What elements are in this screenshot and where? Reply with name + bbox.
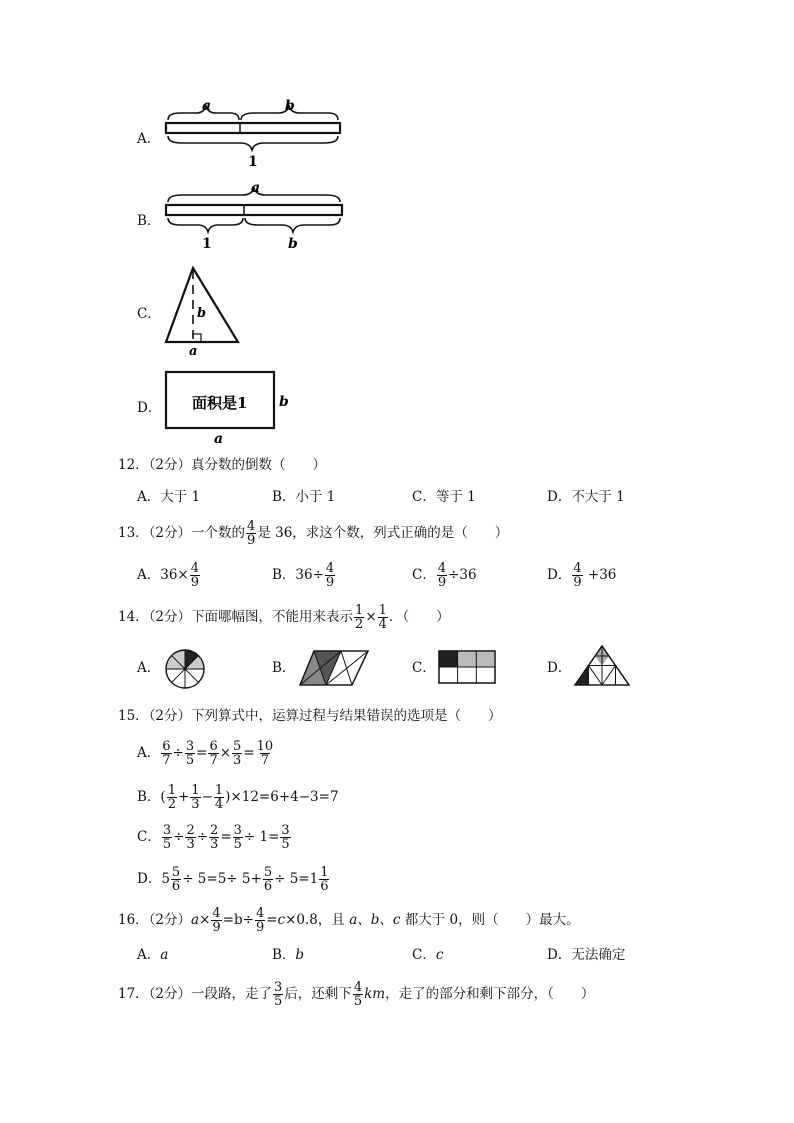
- q12-option-d[interactable]: [547, 487, 625, 507]
- option-label: A．: [137, 660, 161, 676]
- question-15: [118, 706, 502, 726]
- q13-option-c[interactable]: C． $\frac{4}{9}$ ÷36: [412, 561, 477, 590]
- question-number: 14．: [118, 609, 149, 625]
- question-14: 14．（2分）下面哪幅图，不能用来表示 $\frac{1}{2}$ × $\frac{1}{4}$ ．（ ）: [118, 603, 450, 632]
- option-label: C．: [137, 306, 161, 322]
- height-label: b: [197, 306, 207, 321]
- question-text: 下列算式中，运算过程与结果错误的选项是（ ）: [191, 708, 502, 724]
- total-label: 1: [248, 154, 258, 170]
- question-17: 17．（2分）一段路，走了 $\frac{3}{5}$ 后，还剩下 $\frac{4}{5}$ km，走了的部分和剩下部分，（ ）: [118, 980, 595, 1009]
- option-label: C．: [412, 660, 436, 676]
- q13-option-d[interactable]: D． $\frac{4}{9}$ +36: [547, 561, 617, 590]
- option-label: D．: [547, 660, 572, 676]
- q13-option-b[interactable]: B．36÷ $\frac{4}{9}$: [272, 561, 335, 590]
- q16-option-a[interactable]: A．a: [137, 947, 169, 963]
- fraction: $\frac{4}{9}$: [247, 519, 256, 548]
- base-label: a: [189, 344, 198, 358]
- q15-option-b[interactable]: B．( $\frac{1}{2}$ + $\frac{1}{3}$ − $\frac{1}{4}$ )×12=6+4−3=7: [137, 783, 339, 812]
- segment-label-b: b: [285, 98, 295, 114]
- question-score: （2分）: [148, 912, 192, 928]
- q15-option-a[interactable]: A． $\frac{6}{7}$ ÷ $\frac{3}{5}$ = $\frac{6}{7}$ × $\frac{5}{3}$ = $\frac{10}{7}$: [137, 739, 274, 768]
- option-label: A．: [137, 131, 161, 147]
- question-score: （2分）: [148, 457, 192, 473]
- question-12: [118, 455, 326, 475]
- question-score: （2分）: [148, 609, 192, 625]
- question-text: 是 36，求这个数，列式正确的是（ ）: [257, 525, 509, 541]
- question-score: （2分）: [148, 708, 192, 724]
- segment-label-1: 1: [202, 236, 212, 252]
- q16-option-c[interactable]: C．c: [412, 947, 444, 963]
- segment-diagram-b: [160, 180, 350, 256]
- q12-option-b[interactable]: [272, 487, 335, 507]
- question-number: 15．: [118, 708, 149, 724]
- q12-option-a[interactable]: [137, 487, 200, 507]
- q12-option-c[interactable]: [412, 487, 476, 507]
- question-number: 12．: [118, 457, 149, 473]
- q16-option-b[interactable]: B．b: [272, 947, 305, 963]
- q15-option-d[interactable]: D．5 $\frac{5}{6}$ ÷ 5=5÷ 5+ $\frac{5}{6}$ ÷ 5=1 $\frac{1}{6}$: [137, 865, 329, 894]
- option-text: 小于 1: [295, 489, 336, 505]
- question-text: 下面哪幅图，不能用来表示: [191, 609, 354, 625]
- option-label: B．: [272, 660, 296, 676]
- parallelogram-fraction-figure: [298, 648, 370, 688]
- question-score: （2分）: [148, 525, 192, 541]
- question-number: 16．: [118, 912, 149, 928]
- option-label: A．: [137, 489, 161, 505]
- option-text: 等于 1: [435, 489, 476, 505]
- question-text: 真分数的倒数（ ）: [191, 457, 327, 473]
- option-label: B．: [272, 489, 296, 505]
- option-label: B．: [137, 213, 161, 229]
- rectangle-grid-figure: [438, 650, 496, 684]
- option-label: D．: [137, 400, 162, 416]
- option-label: C．: [412, 489, 436, 505]
- rectangle-diagram: [160, 368, 300, 448]
- segment-diagram-a: [160, 98, 350, 174]
- segment-label-a: a: [202, 98, 212, 114]
- segment-label-b: b: [288, 236, 298, 252]
- area-text: 面积是1: [192, 394, 248, 412]
- circle-fraction-figure: [163, 647, 207, 691]
- option-text: 不大于 1: [571, 489, 625, 505]
- base-label: a: [214, 431, 224, 447]
- triangle-fraction-figure: [573, 644, 633, 688]
- option-text: 大于 1: [160, 489, 201, 505]
- question-text: 一个数的: [191, 525, 246, 541]
- question-number: 17．: [118, 986, 149, 1002]
- triangle-diagram: [160, 262, 250, 358]
- q16-option-d[interactable]: D．无法确定: [547, 947, 626, 963]
- option-label: D．: [547, 489, 572, 505]
- question-13: [118, 520, 508, 547]
- question-score: （2分）: [148, 986, 192, 1002]
- total-label: a: [251, 180, 261, 196]
- side-label: b: [279, 394, 289, 410]
- q13-option-a[interactable]: A．36× $\frac{4}{9}$: [137, 561, 200, 590]
- question-16: 16．（2分）a× $\frac{4}{9}$ =b÷ $\frac{4}{9}$ =c×0.8，且 a、b、c 都大于 0，则（ ）最大。: [118, 906, 580, 935]
- question-number: 13．: [118, 525, 149, 541]
- q15-option-c[interactable]: C． $\frac{3}{5}$ ÷ $\frac{2}{3}$ ÷ $\frac{2}{3}$ = $\frac{3}{5}$ ÷ 1= $\frac{3}{5}$: [137, 823, 290, 852]
